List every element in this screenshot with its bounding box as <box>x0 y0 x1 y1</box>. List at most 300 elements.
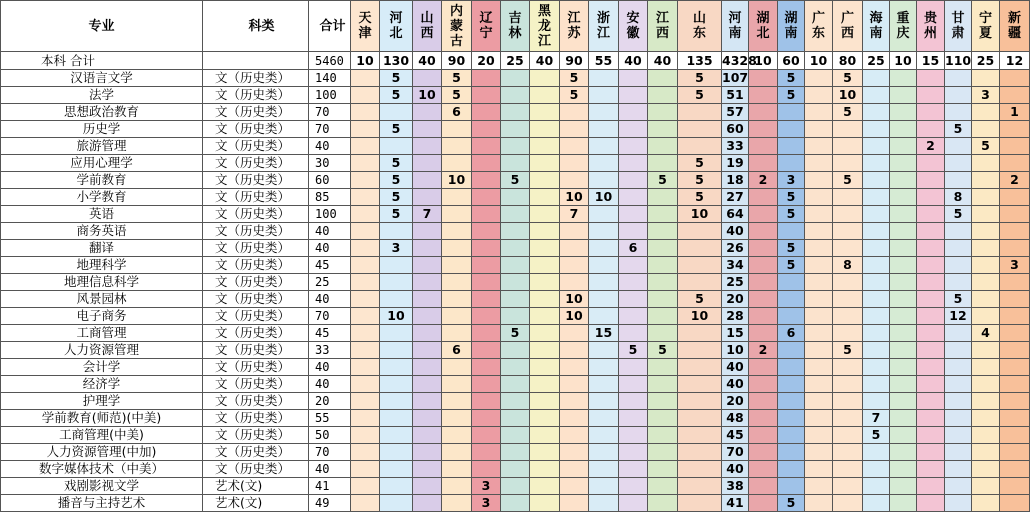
quota-cell <box>619 376 648 393</box>
header-province-label: 湖北 <box>756 11 770 41</box>
quota-cell: 7 <box>560 206 589 223</box>
quota-cell <box>1000 206 1030 223</box>
major-category: 文（历史类） <box>203 393 309 410</box>
quota-cell <box>917 444 945 461</box>
quota-cell <box>778 376 805 393</box>
quota-cell <box>972 427 1000 444</box>
quota-cell <box>833 155 863 172</box>
quota-cell <box>678 240 722 257</box>
quota-cell <box>678 376 722 393</box>
quota-cell <box>351 495 380 512</box>
quota-cell <box>805 257 833 274</box>
quota-cell <box>530 478 560 495</box>
quota-cell <box>648 274 678 291</box>
summary-value: 40 <box>413 52 442 70</box>
quota-cell <box>945 410 972 427</box>
quota-cell <box>501 291 530 308</box>
quota-cell <box>778 478 805 495</box>
quota-cell <box>749 291 778 308</box>
quota-cell <box>805 172 833 189</box>
quota-cell <box>351 274 380 291</box>
quota-cell <box>619 223 648 240</box>
table-row <box>1 274 1030 291</box>
summary-value: 10 <box>805 52 833 70</box>
quota-cell <box>972 206 1000 223</box>
summary-value: 25 <box>972 52 1000 70</box>
quota-cell <box>619 70 648 87</box>
quota-cell <box>472 121 501 138</box>
quota-cell <box>778 393 805 410</box>
quota-cell <box>560 478 589 495</box>
header-province-label: 河南 <box>728 11 742 41</box>
quota-cell <box>442 444 472 461</box>
quota-cell: 57 <box>722 104 749 121</box>
quota-cell <box>648 70 678 87</box>
quota-cell <box>589 495 619 512</box>
summary-value: 130 <box>380 52 413 70</box>
quota-cell <box>501 393 530 410</box>
quota-cell <box>619 325 648 342</box>
major-category: 文（历史类） <box>203 461 309 478</box>
quota-cell <box>619 359 648 376</box>
quota-cell <box>648 240 678 257</box>
quota-cell <box>501 70 530 87</box>
quota-cell <box>678 393 722 410</box>
header-province-label: 天津 <box>358 11 372 41</box>
quota-cell <box>863 274 890 291</box>
quota-cell <box>501 478 530 495</box>
quota-cell <box>1000 121 1030 138</box>
quota-cell: 5 <box>560 70 589 87</box>
quota-cell <box>805 342 833 359</box>
quota-cell <box>678 410 722 427</box>
major-name: 地理科学 <box>1 257 203 274</box>
quota-cell <box>472 138 501 155</box>
header-province-label: 海南 <box>869 11 883 41</box>
quota-cell <box>1000 155 1030 172</box>
quota-cell: 5 <box>380 121 413 138</box>
quota-cell <box>805 325 833 342</box>
header-province-label: 河北 <box>389 11 403 41</box>
major-name: 经济学 <box>1 376 203 393</box>
quota-cell <box>380 291 413 308</box>
quota-cell <box>749 240 778 257</box>
quota-cell <box>589 104 619 121</box>
quota-cell: 40 <box>722 359 749 376</box>
quota-cell <box>413 444 442 461</box>
summary-value: 10 <box>351 52 380 70</box>
quota-cell <box>619 104 648 121</box>
header-province-label: 广东 <box>811 11 825 41</box>
quota-cell: 5 <box>833 70 863 87</box>
quota-cell <box>560 376 589 393</box>
quota-cell: 19 <box>722 155 749 172</box>
quota-cell <box>917 87 945 104</box>
major-category: 文（历史类） <box>203 104 309 121</box>
major-category: 文（历史类） <box>203 87 309 104</box>
summary-total: 5460 <box>309 52 351 70</box>
quota-cell <box>648 189 678 206</box>
header-province <box>472 1 501 52</box>
quota-cell <box>589 138 619 155</box>
quota-cell: 3 <box>380 240 413 257</box>
quota-cell <box>648 291 678 308</box>
header-province <box>722 1 749 52</box>
quota-cell: 34 <box>722 257 749 274</box>
quota-cell: 8 <box>945 189 972 206</box>
quota-cell <box>863 291 890 308</box>
quota-cell <box>442 274 472 291</box>
quota-cell <box>972 376 1000 393</box>
quota-cell <box>472 376 501 393</box>
quota-cell <box>413 342 442 359</box>
quota-cell <box>833 376 863 393</box>
quota-cell <box>351 138 380 155</box>
quota-cell: 2 <box>1000 172 1030 189</box>
quota-cell: 5 <box>380 189 413 206</box>
header-province-label: 新疆 <box>1007 11 1021 41</box>
major-total: 70 <box>309 444 351 461</box>
quota-cell: 15 <box>589 325 619 342</box>
quota-cell <box>648 138 678 155</box>
quota-cell <box>678 138 722 155</box>
major-name: 会计学 <box>1 359 203 376</box>
quota-cell: 26 <box>722 240 749 257</box>
major-category: 文（历史类） <box>203 376 309 393</box>
major-name: 电子商务 <box>1 308 203 325</box>
table-row <box>1 138 1030 155</box>
major-name: 工商管理(中美) <box>1 427 203 444</box>
table-row <box>1 444 1030 461</box>
quota-cell <box>351 189 380 206</box>
major-total: 49 <box>309 495 351 512</box>
quota-cell <box>648 257 678 274</box>
major-category: 文（历史类） <box>203 325 309 342</box>
quota-cell <box>972 342 1000 359</box>
header-province <box>648 1 678 52</box>
quota-cell <box>917 121 945 138</box>
quota-cell: 3 <box>778 172 805 189</box>
quota-cell <box>945 359 972 376</box>
quota-cell <box>442 206 472 223</box>
quota-cell: 1 <box>1000 104 1030 121</box>
header-province-label: 浙江 <box>596 11 610 41</box>
quota-cell <box>530 206 560 223</box>
quota-cell <box>678 223 722 240</box>
quota-cell <box>501 223 530 240</box>
quota-cell <box>351 461 380 478</box>
quota-cell: 107 <box>722 70 749 85</box>
major-category: 文（历史类） <box>203 410 309 427</box>
quota-cell <box>863 325 890 342</box>
summary-value: 40 <box>530 52 560 70</box>
quota-cell <box>972 291 1000 308</box>
header-major: 专业 <box>1 1 203 52</box>
quota-cell: 5 <box>778 70 805 87</box>
quota-cell <box>778 461 805 478</box>
major-category: 文（历史类） <box>203 257 309 274</box>
quota-cell <box>472 325 501 342</box>
quota-cell <box>917 223 945 240</box>
quota-cell: 5 <box>678 155 722 172</box>
quota-cell <box>530 223 560 240</box>
quota-cell <box>589 155 619 172</box>
quota-cell <box>972 410 1000 427</box>
quota-cell <box>890 410 917 427</box>
quota-cell <box>1000 342 1030 359</box>
quota-cell <box>1000 325 1030 342</box>
major-name: 播音与主持艺术 <box>1 495 203 512</box>
quota-cell <box>749 223 778 240</box>
summary-value: 55 <box>589 52 619 70</box>
quota-cell <box>619 155 648 172</box>
table-row <box>1 172 1030 189</box>
quota-cell <box>805 70 833 87</box>
quota-cell <box>589 478 619 495</box>
quota-cell: 40 <box>722 376 749 393</box>
quota-cell: 51 <box>722 87 749 104</box>
quota-cell <box>1000 393 1030 410</box>
quota-cell <box>945 138 972 155</box>
quota-cell <box>530 359 560 376</box>
major-total: 40 <box>309 376 351 393</box>
quota-cell <box>778 308 805 325</box>
table-row <box>1 87 1030 104</box>
quota-cell <box>917 104 945 121</box>
quota-cell <box>648 478 678 495</box>
table-row <box>1 189 1030 206</box>
quota-cell <box>648 461 678 478</box>
table-row <box>1 359 1030 376</box>
quota-cell <box>442 240 472 257</box>
quota-cell <box>863 206 890 223</box>
quota-cell <box>678 342 722 359</box>
major-total: 40 <box>309 223 351 240</box>
quota-cell: 64 <box>722 206 749 223</box>
quota-cell <box>890 478 917 495</box>
major-total: 50 <box>309 427 351 444</box>
quota-cell <box>890 155 917 172</box>
table-row <box>1 342 1030 359</box>
quota-cell <box>560 461 589 478</box>
quota-cell <box>560 342 589 359</box>
quota-cell <box>805 104 833 121</box>
quota-cell <box>413 223 442 240</box>
quota-cell <box>648 325 678 342</box>
major-category: 文（历史类） <box>203 308 309 325</box>
quota-cell <box>501 155 530 172</box>
major-total: 45 <box>309 257 351 274</box>
quota-cell <box>890 495 917 512</box>
quota-cell <box>678 461 722 478</box>
major-name: 法学 <box>1 87 203 104</box>
quota-cell <box>589 121 619 138</box>
quota-cell <box>619 495 648 512</box>
quota-cell <box>805 410 833 427</box>
major-category: 文（历史类） <box>203 342 309 359</box>
quota-cell <box>972 172 1000 189</box>
quota-cell: 33 <box>722 138 749 155</box>
quota-cell <box>589 206 619 223</box>
quota-cell <box>890 308 917 325</box>
quota-cell <box>472 461 501 478</box>
quota-cell <box>749 138 778 155</box>
quota-cell <box>890 325 917 342</box>
quota-cell: 5 <box>442 70 472 87</box>
quota-cell <box>589 257 619 274</box>
major-category: 文（历史类） <box>203 189 309 206</box>
quota-cell <box>945 444 972 461</box>
quota-cell <box>351 359 380 376</box>
major-name: 旅游管理 <box>1 138 203 155</box>
table-row <box>1 495 1030 512</box>
quota-cell <box>1000 427 1030 444</box>
quota-cell <box>501 410 530 427</box>
quota-cell <box>530 257 560 274</box>
header-province-label: 安徽 <box>626 11 640 41</box>
quota-cell <box>778 359 805 376</box>
quota-cell <box>863 70 890 87</box>
table-row <box>1 325 1030 342</box>
quota-cell <box>501 87 530 104</box>
quota-cell <box>472 359 501 376</box>
quota-cell: 5 <box>972 138 1000 155</box>
quota-cell <box>351 308 380 325</box>
quota-cell <box>560 172 589 189</box>
quota-cell <box>972 495 1000 512</box>
quota-cell <box>351 410 380 427</box>
quota-cell: 28 <box>722 308 749 325</box>
quota-cell <box>351 376 380 393</box>
quota-cell <box>890 104 917 121</box>
quota-cell: 10 <box>560 291 589 308</box>
quota-cell <box>917 495 945 512</box>
quota-cell <box>945 274 972 291</box>
quota-cell <box>917 410 945 427</box>
header-province-label: 内蒙古 <box>449 3 463 49</box>
quota-cell <box>501 495 530 512</box>
quota-cell <box>619 121 648 138</box>
major-name: 人力资源管理(中加) <box>1 444 203 461</box>
summary-value: 90 <box>442 52 472 70</box>
header-province <box>501 1 530 52</box>
quota-cell: 5 <box>560 87 589 104</box>
quota-cell <box>351 291 380 308</box>
quota-cell <box>917 155 945 172</box>
quota-cell <box>833 240 863 257</box>
header-province <box>917 1 945 52</box>
header-province <box>749 1 778 52</box>
quota-cell <box>749 70 778 87</box>
quota-cell: 5 <box>501 325 530 342</box>
quota-cell <box>530 308 560 325</box>
quota-cell: 45 <box>722 427 749 444</box>
quota-cell <box>972 189 1000 206</box>
table-row <box>1 240 1030 257</box>
quota-cell <box>890 223 917 240</box>
quota-cell: 2 <box>749 342 778 359</box>
quota-cell <box>805 223 833 240</box>
quota-cell <box>501 240 530 257</box>
quota-cell <box>472 104 501 121</box>
quota-cell: 3 <box>472 478 501 495</box>
quota-cell <box>380 495 413 512</box>
major-category: 文（历史类） <box>203 138 309 155</box>
quota-cell: 5 <box>778 87 805 104</box>
quota-cell <box>1000 138 1030 155</box>
quota-cell <box>619 461 648 478</box>
quota-cell <box>560 240 589 257</box>
quota-cell: 4 <box>972 325 1000 342</box>
quota-cell <box>619 393 648 410</box>
quota-cell <box>351 70 380 87</box>
quota-cell <box>501 274 530 291</box>
summary-value: 12 <box>1000 52 1030 70</box>
major-total: 85 <box>309 189 351 206</box>
header-province <box>560 1 589 52</box>
quota-cell <box>749 444 778 461</box>
header-province-label: 辽宁 <box>479 11 493 41</box>
major-name: 英语 <box>1 206 203 223</box>
quota-cell: 60 <box>722 121 749 138</box>
quota-cell <box>351 155 380 172</box>
quota-cell <box>648 376 678 393</box>
quota-cell <box>648 155 678 172</box>
quota-cell <box>648 308 678 325</box>
quota-cell <box>945 87 972 104</box>
table-row <box>1 427 1030 444</box>
quota-cell <box>530 121 560 138</box>
major-total: 140 <box>309 70 351 87</box>
quota-cell <box>863 189 890 206</box>
quota-cell: 25 <box>722 274 749 291</box>
quota-cell <box>351 240 380 257</box>
quota-cell <box>917 70 945 87</box>
summary-value: 60 <box>778 52 805 70</box>
header-province-label: 广西 <box>840 11 854 41</box>
header-province <box>380 1 413 52</box>
quota-cell <box>863 240 890 257</box>
summary-value: 10 <box>890 52 917 70</box>
quota-cell <box>863 359 890 376</box>
quota-cell: 10 <box>560 308 589 325</box>
quota-cell <box>472 172 501 189</box>
quota-cell <box>805 359 833 376</box>
quota-cell: 5 <box>442 87 472 104</box>
quota-cell <box>749 308 778 325</box>
quota-cell: 5 <box>648 342 678 359</box>
quota-cell <box>560 410 589 427</box>
quota-cell <box>945 172 972 189</box>
quota-cell <box>589 172 619 189</box>
quota-cell <box>619 478 648 495</box>
quota-cell <box>863 138 890 155</box>
quota-cell <box>778 223 805 240</box>
quota-cell <box>1000 87 1030 104</box>
quota-cell <box>380 274 413 291</box>
table-row <box>1 393 1030 410</box>
header-province-label: 宁夏 <box>978 11 992 41</box>
quota-cell: 5 <box>945 206 972 223</box>
summary-value: 90 <box>560 52 589 70</box>
major-total: 45 <box>309 325 351 342</box>
quota-cell <box>530 410 560 427</box>
quota-cell: 5 <box>380 87 413 104</box>
major-total: 20 <box>309 393 351 410</box>
quota-cell <box>472 342 501 359</box>
quota-cell: 5 <box>678 189 722 206</box>
major-name: 应用心理学 <box>1 155 203 172</box>
